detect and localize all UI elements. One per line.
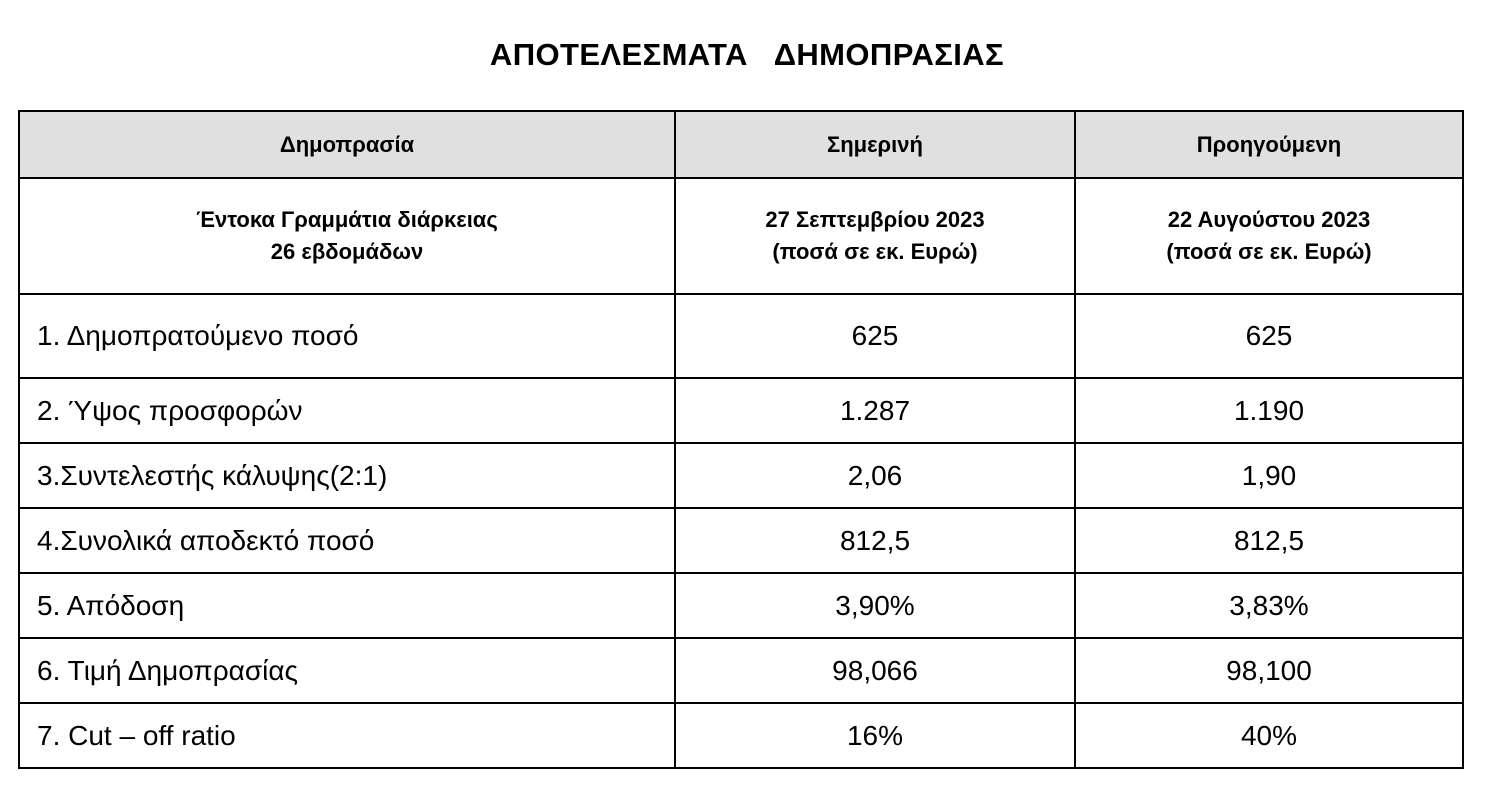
- row-label: 4.Συνολικά αποδεκτό ποσό: [19, 508, 675, 573]
- subheader-instrument-line1: Έντοκα Γραμμάτια διάρκειας: [196, 207, 498, 232]
- column-header-auction: Δημοπρασία: [19, 111, 675, 178]
- row-previous-value: 1,90: [1075, 443, 1463, 508]
- row-previous-value: 1.190: [1075, 378, 1463, 443]
- table-row: [19, 508, 1463, 573]
- subheader-current-date-line1: 27 Σεπτεμβρίου 2023: [765, 207, 985, 232]
- row-previous-value: 625: [1075, 294, 1463, 378]
- table-row: [19, 573, 1463, 638]
- row-current-value: 2,06: [675, 443, 1075, 508]
- row-label: 3.Συντελεστής κάλυψης(2:1): [19, 443, 675, 508]
- row-previous-value: 812,5: [1075, 508, 1463, 573]
- column-header-previous: Προηγούμενη: [1075, 111, 1463, 178]
- row-current-value: 98,066: [675, 638, 1075, 703]
- row-label: 5. Απόδοση: [19, 573, 675, 638]
- table-header-row: [19, 111, 1463, 178]
- row-label: 2. Ύψος προσφορών: [19, 378, 675, 443]
- page-title: ΑΠΟΤΕΛΕΣΜΑΤΑ ΔΗΜΟΠΡΑΣΙΑΣ: [489, 37, 1005, 72]
- row-label: 7. Cut – off ratio: [19, 703, 675, 768]
- row-previous-value: 40%: [1075, 703, 1463, 768]
- table-row: [19, 378, 1463, 443]
- table-subheader-row: [19, 178, 1463, 294]
- subheader-instrument-line2: 26 εβδομάδων: [270, 239, 424, 264]
- subheader-current-date-line2: (ποσά σε εκ. Ευρώ): [772, 239, 978, 264]
- subheader-previous-date-line1: 22 Αυγούστου 2023: [1167, 207, 1371, 232]
- subheader-instrument: [19, 178, 675, 294]
- row-current-value: 625: [675, 294, 1075, 378]
- row-label: 1. Δημοπρατούμενο ποσό: [19, 294, 675, 378]
- row-previous-value: 98,100: [1075, 638, 1463, 703]
- table-row: [19, 294, 1463, 378]
- subheader-previous-date-line2: (ποσά σε εκ. Ευρώ): [1166, 239, 1372, 264]
- subheader-current-date: [675, 178, 1075, 294]
- row-previous-value: 3,83%: [1075, 573, 1463, 638]
- auction-results-table: [18, 110, 1464, 769]
- row-current-value: 1.287: [675, 378, 1075, 443]
- row-current-value: 16%: [675, 703, 1075, 768]
- subheader-previous-date: [1075, 178, 1463, 294]
- table-row: [19, 638, 1463, 703]
- row-current-value: 3,90%: [675, 573, 1075, 638]
- row-label: 6. Τιμή Δημοπρασίας: [19, 638, 675, 703]
- column-header-current: Σημερινή: [675, 111, 1075, 178]
- table-row: [19, 703, 1463, 768]
- row-current-value: 812,5: [675, 508, 1075, 573]
- table-row: [19, 443, 1463, 508]
